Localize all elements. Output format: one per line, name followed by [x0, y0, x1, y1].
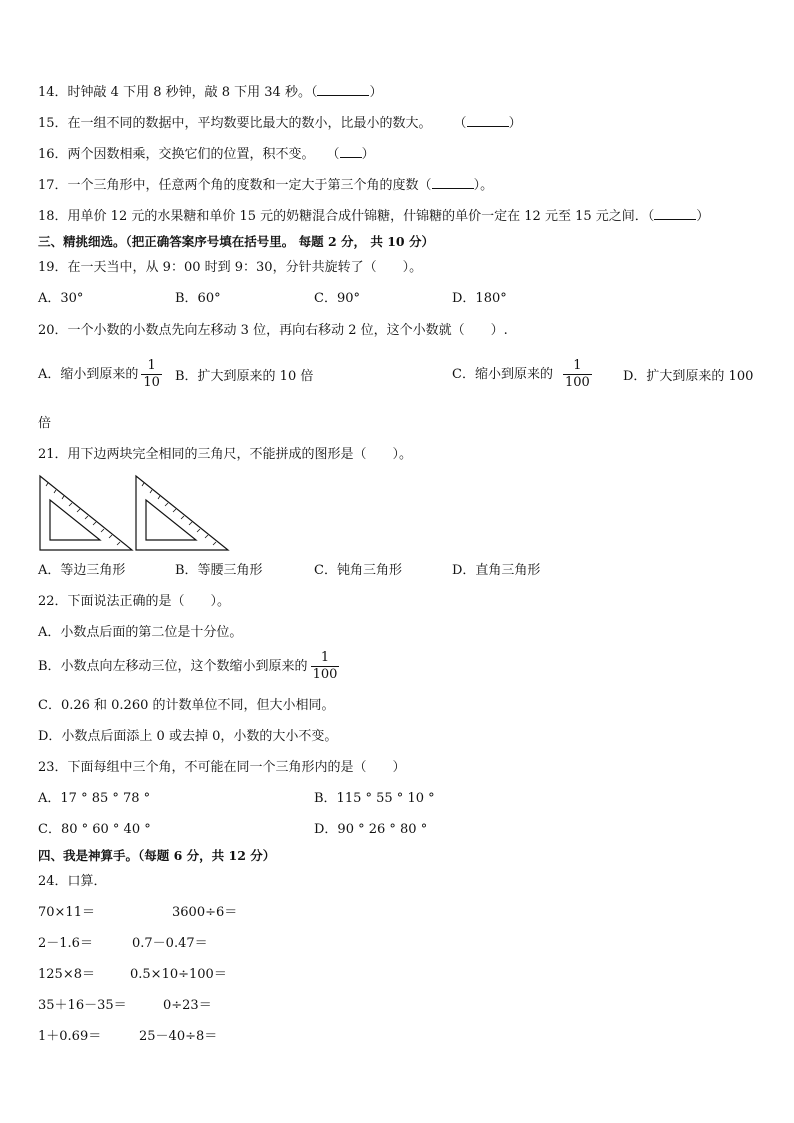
q21-option-d[interactable]: D．直角三角形: [452, 563, 541, 578]
q22-option-c[interactable]: C．0.26 和 0.260 的计数单位不同，但大小相同。: [38, 698, 335, 713]
question-19: 19．在一天当中，从 9：00 时到 9：30，分针共旋转了（ ）。: [38, 260, 423, 275]
question-17: 17．一个三角形中，任意两个角的度数和一定大于第三个角的度数（ ）。: [38, 178, 494, 193]
q23-option-d[interactable]: D．90 ° 26 ° 80 °: [314, 822, 428, 837]
q20-option-c[interactable]: C．缩小到原来的 $\frac{1}{100}$: [452, 358, 590, 390]
question-14: 14．时钟敲 4 下用 8 秒钟，敲 8 下用 34 秒。（ ）: [38, 85, 383, 100]
set-square-left-image: [38, 474, 134, 552]
q21-option-a[interactable]: A．等边三角形: [38, 563, 126, 578]
answer-blank[interactable]: [654, 207, 696, 220]
question-15: 15．在一组不同的数据中，平均数要比最大的数小，比最小的数大。 （ ）: [38, 116, 522, 131]
question-18: 18．用单价 12 元的水果糖和单价 15 元的奶糖混合成什锦糖，什锦糖的单价一定在 12 元至 15 元之间．（ ）: [38, 209, 710, 224]
q23-option-c[interactable]: C．80 ° 60 ° 40 °: [38, 822, 151, 837]
set-square-right-image: [134, 474, 230, 552]
q22-option-a[interactable]: A．小数点后面的第二位是十分位。: [38, 625, 243, 640]
answer-blank[interactable]: [467, 114, 509, 127]
fraction: $\frac{1}{100}$: [564, 358, 590, 390]
calc-item: 0÷23＝: [163, 998, 212, 1013]
q20-option-d-continuation: 倍: [38, 416, 52, 431]
fraction: $\frac{1}{100}$: [312, 650, 338, 682]
q21-option-b[interactable]: B．等腰三角形: [175, 563, 263, 578]
question-24: 24．口算．: [38, 874, 107, 889]
calc-item: 3600÷6＝: [172, 905, 238, 920]
calc-item: 2－1.6＝: [38, 936, 93, 951]
answer-blank[interactable]: [340, 145, 362, 158]
calc-item: 25－40÷8＝: [139, 1029, 218, 1044]
q19-option-d[interactable]: D．180°: [452, 291, 507, 306]
calc-item: 1＋0.69＝: [38, 1029, 102, 1044]
calc-item: 0.5×10÷100＝: [130, 967, 227, 982]
calc-item: 0.7－0.47＝: [132, 936, 208, 951]
q20-option-b[interactable]: B．扩大到原来的 10 倍: [175, 369, 314, 384]
q19-option-a[interactable]: A．30°: [38, 291, 84, 306]
calc-item: 35＋16－35＝: [38, 998, 127, 1013]
q20-option-d[interactable]: D．扩大到原来的 100: [623, 369, 754, 384]
section-3-heading: 三、精挑细选。（把正确答案序号填在括号里。 每题 2 分， 共 10 分）: [38, 234, 434, 249]
question-23: 23．下面每组中三个角，不可能在同一个三角形内的是（ ）: [38, 760, 406, 775]
answer-blank[interactable]: [317, 83, 369, 96]
q19-option-b[interactable]: B．60°: [175, 291, 221, 306]
q22-option-d[interactable]: D．小数点后面添上 0 或去掉 0，小数的大小不变。: [38, 729, 338, 744]
question-21: 21．用下边两块完全相同的三角尺，不能拼成的图形是（ ）。: [38, 447, 413, 462]
question-22: 22．下面说法正确的是（ ）。: [38, 594, 231, 609]
q23-option-a[interactable]: A．17 ° 85 ° 78 °: [38, 791, 151, 806]
q22-option-b[interactable]: B．小数点向左移动三位，这个数缩小到原来的 $\frac{1}{100}$: [38, 650, 338, 682]
section-4-heading: 四、我是神算手。（每题 6 分，共 12 分）: [38, 848, 276, 863]
question-20: 20．一个小数的小数点先向左移动 3 位，再向右移动 2 位，这个小数就（ ）.: [38, 323, 508, 338]
q19-option-c[interactable]: C．90°: [314, 291, 360, 306]
calc-item: 125×8＝: [38, 967, 95, 982]
fraction: $\frac{1}{10}$: [143, 358, 160, 390]
q20-option-a[interactable]: A．缩小到原来的 $\frac{1}{10}$: [38, 358, 160, 390]
question-16: 16．两个因数相乘，交换它们的位置，积不变。 （ ）: [38, 147, 375, 162]
answer-blank[interactable]: [432, 176, 474, 189]
q21-option-c[interactable]: C．钝角三角形: [314, 563, 402, 578]
q23-option-b[interactable]: B．115 ° 55 ° 10 °: [314, 791, 435, 806]
calc-item: 70×11＝: [38, 905, 95, 920]
